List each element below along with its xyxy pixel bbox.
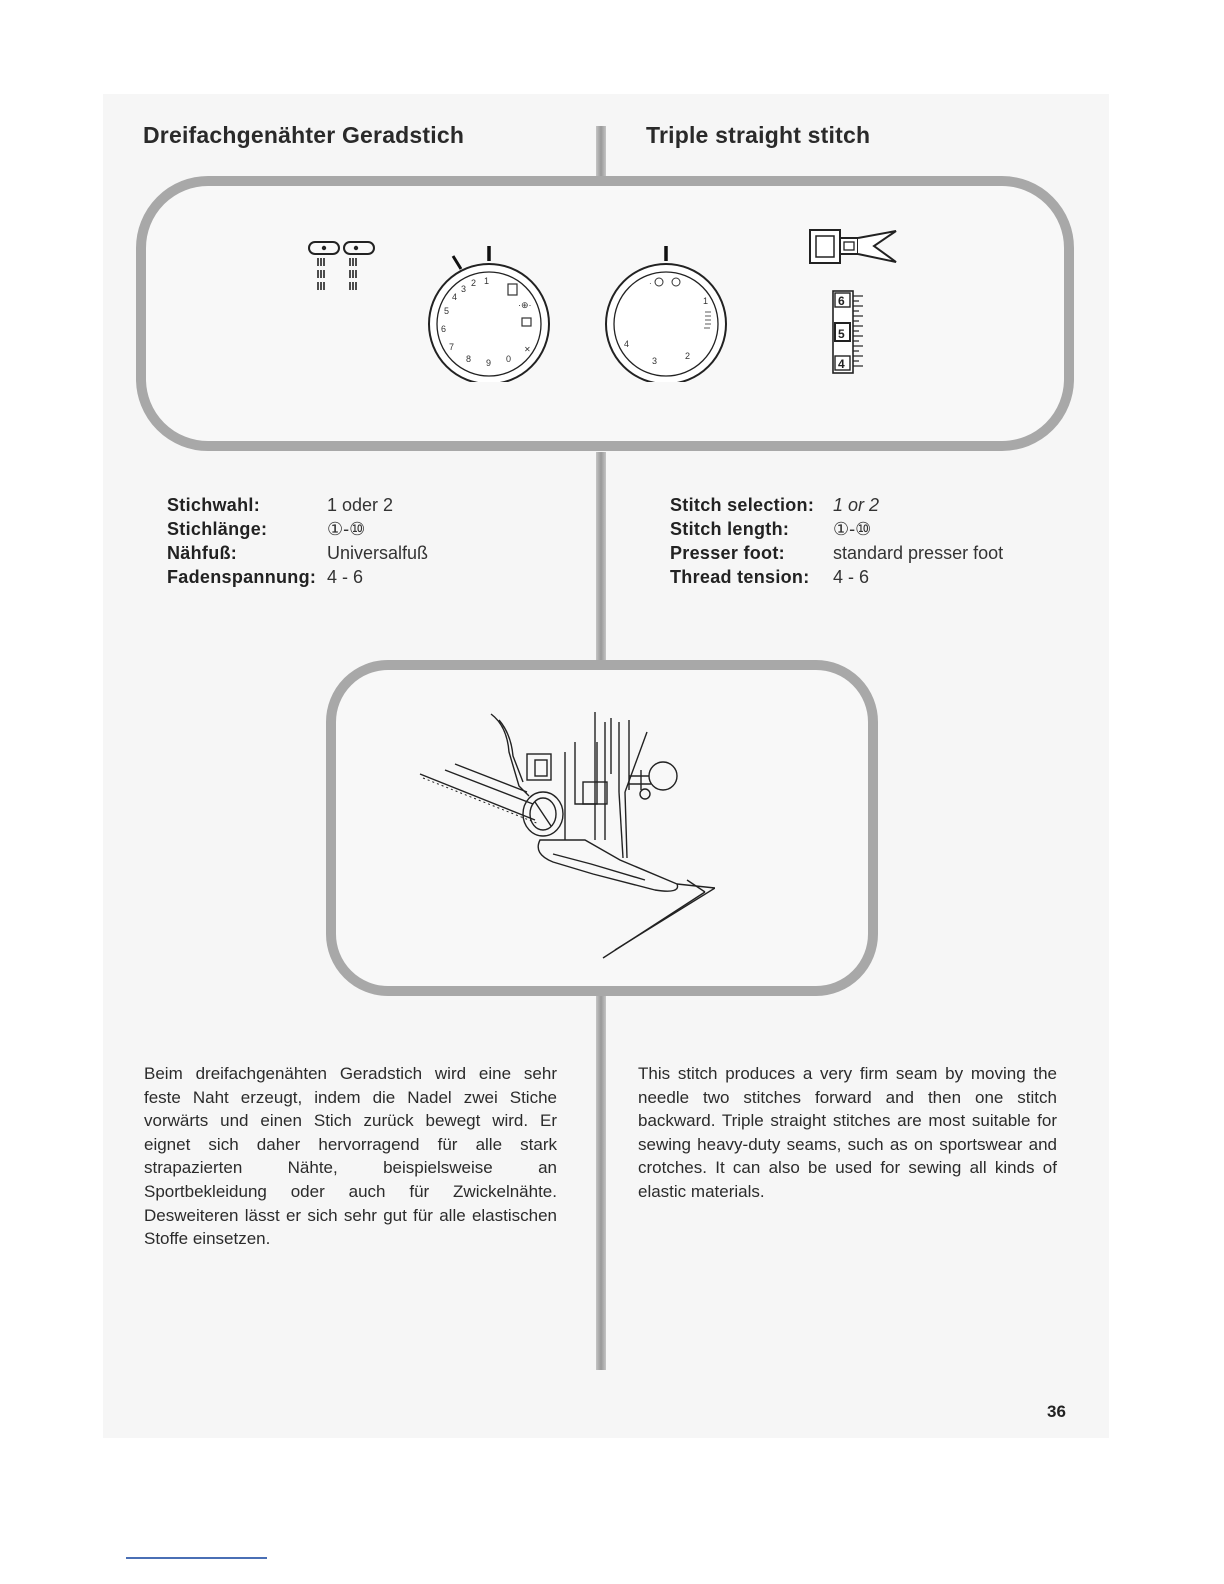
svg-text:4: 4 xyxy=(624,339,630,349)
spec-list-german xyxy=(167,495,428,588)
spec-list-english xyxy=(670,495,1003,588)
svg-text:7: 7 xyxy=(449,342,455,352)
svg-text:4: 4 xyxy=(452,292,458,302)
column-divider-middle xyxy=(596,452,606,664)
svg-text:1: 1 xyxy=(484,276,490,286)
presser-foot-sewing-illustration xyxy=(415,712,715,962)
spec-value: 4 - 6 xyxy=(833,567,870,587)
stitch-length-dial-icon xyxy=(597,242,735,382)
svg-text:✕: ✕ xyxy=(524,345,531,354)
svg-text:3: 3 xyxy=(461,284,467,294)
svg-text:6: 6 xyxy=(441,324,447,334)
spec-value: ①-⑩ xyxy=(327,519,366,539)
spec-label: Presser foot: xyxy=(670,543,785,563)
footer-rule xyxy=(126,1557,267,1559)
column-divider-top xyxy=(596,126,606,182)
title-english: Triple straight stitch xyxy=(646,122,871,148)
svg-text:4: 4 xyxy=(838,357,845,371)
svg-text:8: 8 xyxy=(466,354,472,364)
column-divider-bottom xyxy=(596,994,606,1370)
spec-value: 1 or 2 xyxy=(833,495,880,515)
svg-text:1: 1 xyxy=(703,296,709,306)
spec-label: Stitch length: xyxy=(670,519,790,539)
spec-value: Universalfuß xyxy=(327,543,429,563)
spec-value: 4 - 6 xyxy=(327,567,364,587)
body-text-english: This stitch produces a very firm seam by moving the needle two stitches forward and then one stitch backward. Triple straight stitches are most suitable for sewing heavy-duty seams, such as on sportswear and crotches. It can also be used for sewing all kinds of elastic materials. xyxy=(638,1064,1057,1201)
spec-label: Thread tension: xyxy=(670,567,810,587)
svg-text:2: 2 xyxy=(685,351,691,361)
spec-label: Stichlänge: xyxy=(167,519,268,539)
body-text-german: Beim dreifachgenähten Geradstich wird eine sehr feste Naht erzeugt, indem die Nadel zwei Stiche vorwärts und einen Stich zurück bewegt wird. Er eignet sich daher hervorragend für alle stark strapazierten Nähte, beispielsweise an Sportbekleidung oder auch für Zwickelnähte. Desweiteren lässt er sich sehr gut für alle elastischen Stoffe einsetzen. xyxy=(144,1064,557,1249)
svg-text:6: 6 xyxy=(838,294,845,308)
spec-label: Fadenspannung: xyxy=(167,567,317,587)
presser-foot-icon xyxy=(808,228,900,266)
spec-value: ①-⑩ xyxy=(833,519,872,539)
svg-text:·⊕·: ·⊕· xyxy=(518,300,532,310)
spec-value: standard presser foot xyxy=(833,543,1004,563)
spec-label: Nähfuß: xyxy=(167,543,238,563)
stitch-width-dial-icon xyxy=(420,242,558,382)
spec-label: Stichwahl: xyxy=(167,495,261,515)
pattern-selector-icon xyxy=(306,239,378,297)
svg-text:2: 2 xyxy=(471,278,477,288)
svg-text:3: 3 xyxy=(652,356,658,366)
page-number: 36 xyxy=(1047,1402,1066,1421)
spec-value: 1 oder 2 xyxy=(327,495,394,515)
spec-label: Stitch selection: xyxy=(670,495,815,515)
svg-text:5: 5 xyxy=(444,306,450,316)
svg-text:0: 0 xyxy=(506,354,512,364)
svg-text:5: 5 xyxy=(838,327,845,341)
thread-tension-scale-icon xyxy=(832,290,866,374)
svg-text:9: 9 xyxy=(486,358,492,368)
title-german: Dreifachgenähter Geradstich xyxy=(143,122,465,148)
svg-text:·: · xyxy=(649,279,652,288)
